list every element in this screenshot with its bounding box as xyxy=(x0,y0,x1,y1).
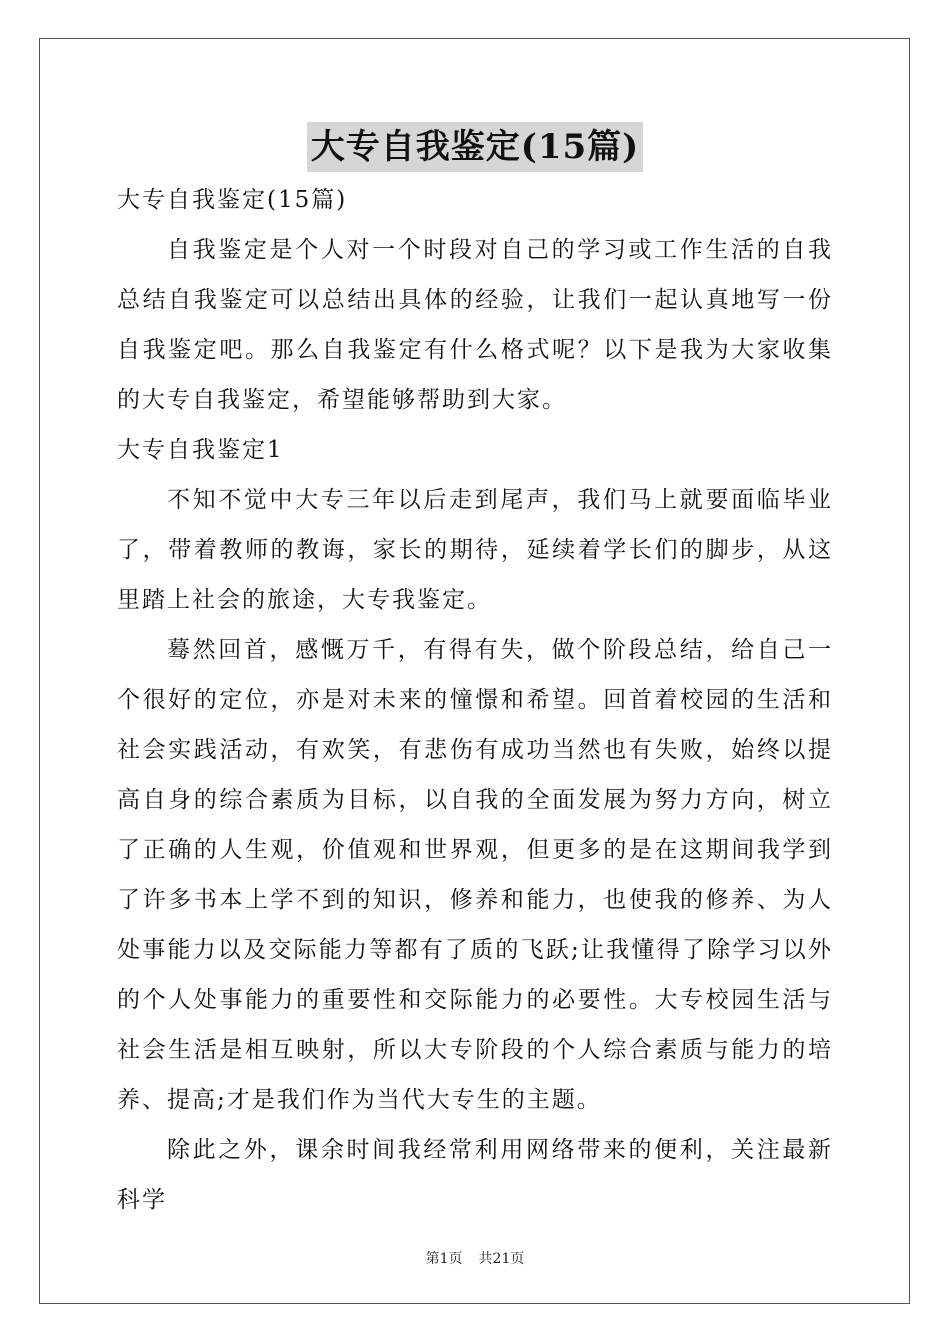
section-heading: 大专自我鉴定1 xyxy=(117,437,284,463)
body-paragraph-3: 除此之外，课余时间我经常利用网络带来的便利，关注最新科学 xyxy=(117,1137,833,1213)
body-paragraph-2: 蓦然回首，感慨万千，有得有失，做个阶段总结，给自己一个很好的定位，亦是对未来的憧憬和希望。回首着校园的生活和社会实践活动，有欢笑，有悲伤有成功当然也有失败，始终以提高自身的综合素质为目标，以自我的全面发展为努力方向，树立了正确的人生观，价值观和世界观，但更多的是在这期间我学到了许多书本上学不到的知识，修养和能力，也使我的修养、为人处事能力以及交际能力等都有了质的飞跃;让我懂得了除学习以外的个人处事能力的重要性和交际能力的必要性。大专校园生活与社会生活是相互映射，所以大专阶段的个人综合素质与能力的培养、提高;才是我们作为当代大专生的主题。 xyxy=(117,637,833,1113)
document-body xyxy=(117,175,833,1225)
body-paragraph-1: 不知不觉中大专三年以后走到尾声，我们马上就要面临毕业了，带着教师的教诲，家长的期待，延续着学长们的脚步，从这里踏上社会的旅途，大专我鉴定。 xyxy=(117,487,833,613)
page-number: 第1页 xyxy=(425,1251,463,1267)
title-block xyxy=(0,122,950,172)
document-subtitle: 大专自我鉴定(15篇) xyxy=(117,187,348,213)
page-total: 共21页 xyxy=(478,1251,525,1267)
document-title: 大专自我鉴定(15篇) xyxy=(307,122,644,172)
intro-paragraph: 自我鉴定是个人对一个时段对自己的学习或工作生活的自我总结自我鉴定可以总结出具体的经验，让我们一起认真地写一份自我鉴定吧。那么自我鉴定有什么格式呢？以下是我为大家收集的大专自我鉴定，希望能够帮助到大家。 xyxy=(117,237,833,413)
page-footer xyxy=(0,1248,950,1268)
